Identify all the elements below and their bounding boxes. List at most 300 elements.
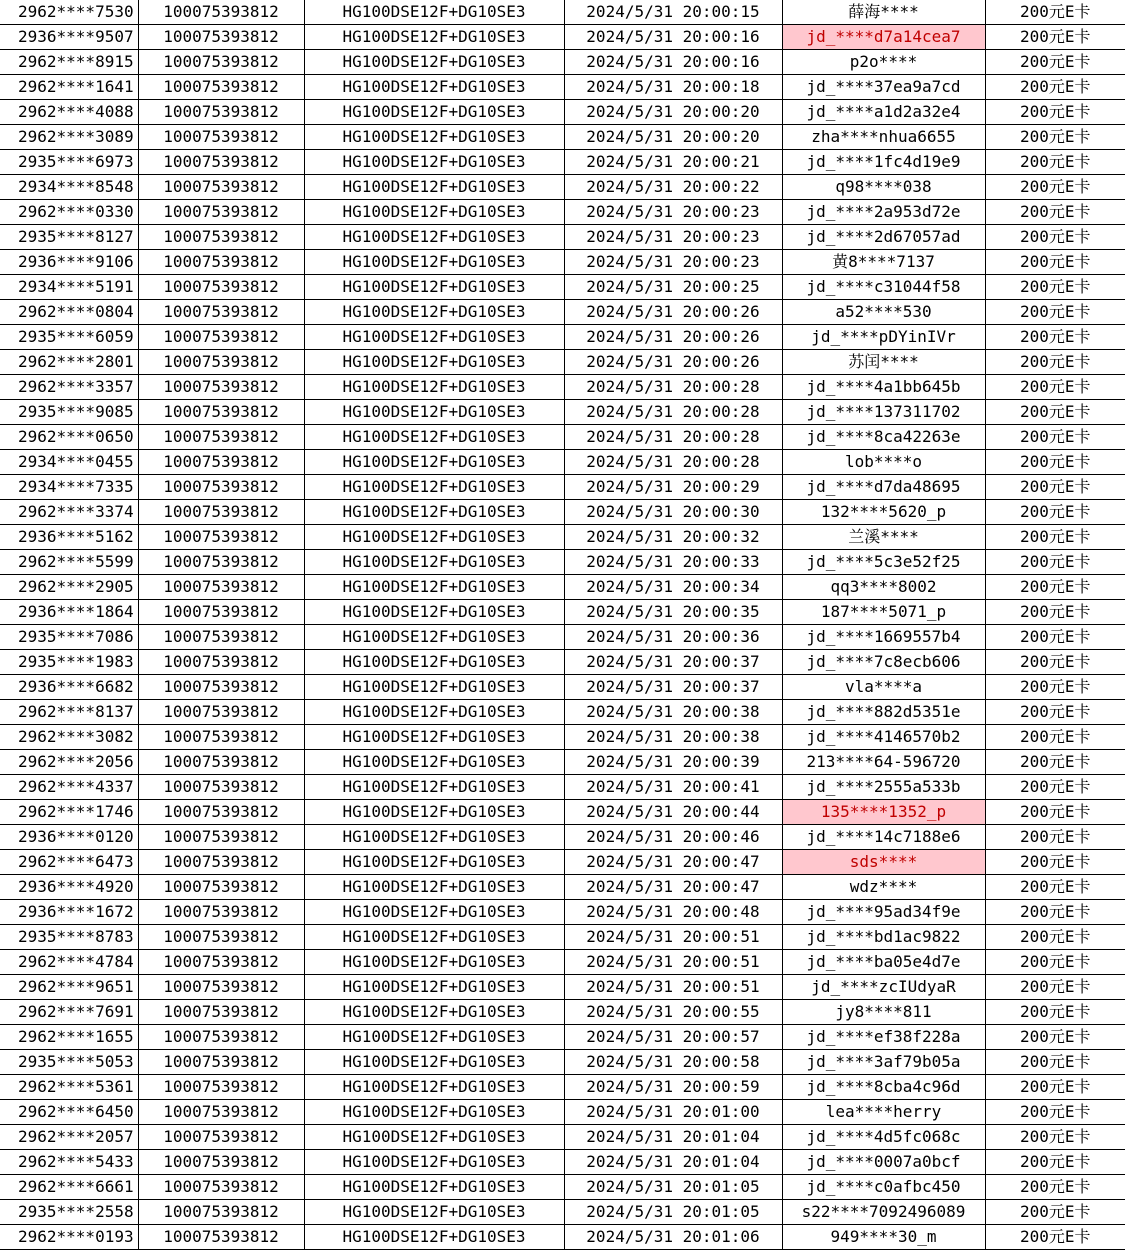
sku-cell: 100075393812 [138,700,304,725]
sku-cell: 100075393812 [138,400,304,425]
sku-cell: 100075393812 [138,600,304,625]
order-id-cell: 2962****5361 [0,1075,138,1100]
prize-cell: 200元E卡 [985,350,1125,375]
sku-cell: 100075393812 [138,300,304,325]
table-row [0,850,1125,875]
user-cell: a52****530 [782,300,985,325]
time-cell: 2024/5/31 20:00:48 [564,900,782,925]
user-cell: 187****5071_p [782,600,985,625]
model-cell: HG100DSE12F+DG10SE3 [304,775,564,800]
time-cell: 2024/5/31 20:01:05 [564,1175,782,1200]
prize-cell: 200元E卡 [985,1175,1125,1200]
order-id-cell: 2962****5599 [0,550,138,575]
table-row [0,300,1125,325]
user-cell: jd_****4a1bb645b [782,375,985,400]
prize-cell: 200元E卡 [985,225,1125,250]
time-cell: 2024/5/31 20:00:46 [564,825,782,850]
order-id-cell: 2962****3357 [0,375,138,400]
table-row [0,425,1125,450]
time-cell: 2024/5/31 20:01:04 [564,1150,782,1175]
order-id-cell: 2962****7530 [0,0,138,25]
table-row [0,925,1125,950]
model-cell: HG100DSE12F+DG10SE3 [304,575,564,600]
order-id-cell: 2935****2558 [0,1200,138,1225]
sku-cell: 100075393812 [138,200,304,225]
time-cell: 2024/5/31 20:00:20 [564,125,782,150]
table-row [0,750,1125,775]
sku-cell: 100075393812 [138,25,304,50]
sku-cell: 100075393812 [138,250,304,275]
user-cell: jd_****8cba4c96d [782,1075,985,1100]
prize-cell: 200元E卡 [985,600,1125,625]
sku-cell: 100075393812 [138,550,304,575]
prize-cell: 200元E卡 [985,100,1125,125]
order-id-cell: 2962****4088 [0,100,138,125]
order-id-cell: 2934****5191 [0,275,138,300]
time-cell: 2024/5/31 20:00:20 [564,100,782,125]
user-cell: 949****30_m [782,1225,985,1250]
sku-cell: 100075393812 [138,175,304,200]
user-cell: 黄8****7137 [782,250,985,275]
table-row [0,175,1125,200]
model-cell: HG100DSE12F+DG10SE3 [304,1125,564,1150]
user-cell: zha****nhua6655 [782,125,985,150]
model-cell: HG100DSE12F+DG10SE3 [304,1050,564,1075]
user-cell: jd_****37ea9a7cd [782,75,985,100]
table-row [0,1000,1125,1025]
table-row [0,825,1125,850]
table-row [0,575,1125,600]
sku-cell: 100075393812 [138,1225,304,1250]
model-cell: HG100DSE12F+DG10SE3 [304,825,564,850]
user-cell: jd_****14c7188e6 [782,825,985,850]
order-id-cell: 2962****3089 [0,125,138,150]
model-cell: HG100DSE12F+DG10SE3 [304,150,564,175]
order-id-cell: 2936****9507 [0,25,138,50]
order-id-cell: 2936****0120 [0,825,138,850]
time-cell: 2024/5/31 20:00:58 [564,1050,782,1075]
sku-cell: 100075393812 [138,875,304,900]
time-cell: 2024/5/31 20:00:44 [564,800,782,825]
prize-cell: 200元E卡 [985,425,1125,450]
table-row [0,0,1125,25]
order-id-cell: 2962****2057 [0,1125,138,1150]
model-cell: HG100DSE12F+DG10SE3 [304,850,564,875]
prize-cell: 200元E卡 [985,525,1125,550]
model-cell: HG100DSE12F+DG10SE3 [304,450,564,475]
prize-cell: 200元E卡 [985,750,1125,775]
order-id-cell: 2962****2905 [0,575,138,600]
model-cell: HG100DSE12F+DG10SE3 [304,275,564,300]
time-cell: 2024/5/31 20:01:05 [564,1200,782,1225]
sku-cell: 100075393812 [138,475,304,500]
time-cell: 2024/5/31 20:00:51 [564,975,782,1000]
user-cell: jy8****811 [782,1000,985,1025]
table-row [0,800,1125,825]
sku-cell: 100075393812 [138,800,304,825]
user-cell: jd_****c0afbc450 [782,1175,985,1200]
time-cell: 2024/5/31 20:00:36 [564,625,782,650]
table-row [0,675,1125,700]
prize-cell: 200元E卡 [985,975,1125,1000]
order-id-cell: 2962****1641 [0,75,138,100]
user-cell: jd_****2555a533b [782,775,985,800]
user-cell: 苏闰**** [782,350,985,375]
model-cell: HG100DSE12F+DG10SE3 [304,675,564,700]
prize-cell: 200元E卡 [985,1125,1125,1150]
sku-cell: 100075393812 [138,425,304,450]
user-cell: lob****o [782,450,985,475]
model-cell: HG100DSE12F+DG10SE3 [304,1075,564,1100]
user-cell: jd_****7c8ecb606 [782,650,985,675]
user-cell: jd_****ba05e4d7e [782,950,985,975]
prize-cell: 200元E卡 [985,1025,1125,1050]
sku-cell: 100075393812 [138,275,304,300]
sku-cell: 100075393812 [138,750,304,775]
prize-cell: 200元E卡 [985,1150,1125,1175]
sku-cell: 100075393812 [138,900,304,925]
table-row [0,25,1125,50]
model-cell: HG100DSE12F+DG10SE3 [304,550,564,575]
model-cell: HG100DSE12F+DG10SE3 [304,1100,564,1125]
prize-cell: 200元E卡 [985,850,1125,875]
order-id-cell: 2935****6059 [0,325,138,350]
model-cell: HG100DSE12F+DG10SE3 [304,875,564,900]
prize-cell: 200元E卡 [985,800,1125,825]
model-cell: HG100DSE12F+DG10SE3 [304,25,564,50]
user-cell: jd_****pDYinIVr [782,325,985,350]
table-row [0,600,1125,625]
order-id-cell: 2936****9106 [0,250,138,275]
table-row [0,450,1125,475]
table-row [0,250,1125,275]
model-cell: HG100DSE12F+DG10SE3 [304,375,564,400]
user-cell: jd_****137311702 [782,400,985,425]
model-cell: HG100DSE12F+DG10SE3 [304,975,564,1000]
model-cell: HG100DSE12F+DG10SE3 [304,0,564,25]
user-cell: s22****7092496089 [782,1200,985,1225]
user-cell: jd_****0007a0bcf [782,1150,985,1175]
order-id-cell: 2936****1864 [0,600,138,625]
prize-cell: 200元E卡 [985,175,1125,200]
order-id-cell: 2962****8915 [0,50,138,75]
order-id-cell: 2934****7335 [0,475,138,500]
prize-cell: 200元E卡 [985,50,1125,75]
sku-cell: 100075393812 [138,1025,304,1050]
user-cell: jd_****882d5351e [782,700,985,725]
order-id-cell: 2962****0193 [0,1225,138,1250]
user-cell: jd_****8ca42263e [782,425,985,450]
model-cell: HG100DSE12F+DG10SE3 [304,225,564,250]
user-cell: jd_****a1d2a32e4 [782,100,985,125]
time-cell: 2024/5/31 20:00:22 [564,175,782,200]
table-row [0,900,1125,925]
sku-cell: 100075393812 [138,350,304,375]
time-cell: 2024/5/31 20:00:38 [564,700,782,725]
prize-cell: 200元E卡 [985,400,1125,425]
model-cell: HG100DSE12F+DG10SE3 [304,925,564,950]
order-id-cell: 2962****5433 [0,1150,138,1175]
order-id-cell: 2935****8783 [0,925,138,950]
model-cell: HG100DSE12F+DG10SE3 [304,750,564,775]
user-cell: sds**** [782,850,985,875]
table-row [0,275,1125,300]
prize-cell: 200元E卡 [985,450,1125,475]
sku-cell: 100075393812 [138,500,304,525]
sku-cell: 100075393812 [138,100,304,125]
sku-cell: 100075393812 [138,325,304,350]
order-id-cell: 2962****2801 [0,350,138,375]
table-row [0,950,1125,975]
model-cell: HG100DSE12F+DG10SE3 [304,250,564,275]
model-cell: HG100DSE12F+DG10SE3 [304,100,564,125]
table-row [0,775,1125,800]
prize-cell: 200元E卡 [985,1225,1125,1250]
model-cell: HG100DSE12F+DG10SE3 [304,50,564,75]
model-cell: HG100DSE12F+DG10SE3 [304,525,564,550]
order-id-cell: 2935****6973 [0,150,138,175]
model-cell: HG100DSE12F+DG10SE3 [304,1150,564,1175]
prize-cell: 200元E卡 [985,575,1125,600]
order-id-cell: 2935****8127 [0,225,138,250]
time-cell: 2024/5/31 20:00:32 [564,525,782,550]
user-cell: jd_****3af79b05a [782,1050,985,1075]
prize-cell: 200元E卡 [985,675,1125,700]
sku-cell: 100075393812 [138,150,304,175]
sku-cell: 100075393812 [138,925,304,950]
model-cell: HG100DSE12F+DG10SE3 [304,725,564,750]
sku-cell: 100075393812 [138,375,304,400]
model-cell: HG100DSE12F+DG10SE3 [304,650,564,675]
model-cell: HG100DSE12F+DG10SE3 [304,900,564,925]
time-cell: 2024/5/31 20:00:57 [564,1025,782,1050]
model-cell: HG100DSE12F+DG10SE3 [304,125,564,150]
model-cell: HG100DSE12F+DG10SE3 [304,475,564,500]
sku-cell: 100075393812 [138,1075,304,1100]
sku-cell: 100075393812 [138,625,304,650]
time-cell: 2024/5/31 20:00:26 [564,350,782,375]
model-cell: HG100DSE12F+DG10SE3 [304,1175,564,1200]
prize-cell: 200元E卡 [985,550,1125,575]
order-id-cell: 2962****6450 [0,1100,138,1125]
model-cell: HG100DSE12F+DG10SE3 [304,425,564,450]
sku-cell: 100075393812 [138,575,304,600]
order-id-cell: 2962****0804 [0,300,138,325]
user-cell: jd_****5c3e52f25 [782,550,985,575]
user-cell: jd_****2a953d72e [782,200,985,225]
table-row [0,1175,1125,1200]
time-cell: 2024/5/31 20:00:28 [564,400,782,425]
user-cell: 薛海**** [782,0,985,25]
model-cell: HG100DSE12F+DG10SE3 [304,1225,564,1250]
sku-cell: 100075393812 [138,775,304,800]
order-id-cell: 2962****2056 [0,750,138,775]
user-cell: jd_****1fc4d19e9 [782,150,985,175]
user-cell: vla****a [782,675,985,700]
sku-cell: 100075393812 [138,850,304,875]
table-row [0,525,1125,550]
table-row [0,225,1125,250]
sku-cell: 100075393812 [138,1100,304,1125]
sku-cell: 100075393812 [138,950,304,975]
time-cell: 2024/5/31 20:00:18 [564,75,782,100]
user-cell: jd_****d7da48695 [782,475,985,500]
user-cell: jd_****2d67057ad [782,225,985,250]
table-row [0,325,1125,350]
user-cell: jd_****zcIUdyaR [782,975,985,1000]
prize-cell: 200元E卡 [985,250,1125,275]
user-cell: jd_****c31044f58 [782,275,985,300]
time-cell: 2024/5/31 20:00:28 [564,450,782,475]
time-cell: 2024/5/31 20:00:38 [564,725,782,750]
order-id-cell: 2962****4784 [0,950,138,975]
user-cell: lea****herry [782,1100,985,1125]
prize-cell: 200元E卡 [985,1100,1125,1125]
prize-cell: 200元E卡 [985,0,1125,25]
time-cell: 2024/5/31 20:00:30 [564,500,782,525]
time-cell: 2024/5/31 20:00:23 [564,200,782,225]
sku-cell: 100075393812 [138,650,304,675]
time-cell: 2024/5/31 20:00:33 [564,550,782,575]
sku-cell: 100075393812 [138,450,304,475]
sku-cell: 100075393812 [138,975,304,1000]
table-row [0,1025,1125,1050]
time-cell: 2024/5/31 20:00:25 [564,275,782,300]
model-cell: HG100DSE12F+DG10SE3 [304,800,564,825]
table-row [0,75,1125,100]
time-cell: 2024/5/31 20:00:21 [564,150,782,175]
table-row [0,725,1125,750]
time-cell: 2024/5/31 20:00:34 [564,575,782,600]
sku-cell: 100075393812 [138,1000,304,1025]
model-cell: HG100DSE12F+DG10SE3 [304,300,564,325]
user-cell: 兰溪**** [782,525,985,550]
prize-cell: 200元E卡 [985,925,1125,950]
prize-cell: 200元E卡 [985,1200,1125,1225]
time-cell: 2024/5/31 20:00:37 [564,650,782,675]
order-id-cell: 2934****0455 [0,450,138,475]
table-row [0,500,1125,525]
user-cell: jd_****d7a14cea7 [782,25,985,50]
table-row [0,1225,1125,1250]
model-cell: HG100DSE12F+DG10SE3 [304,625,564,650]
prize-cell: 200元E卡 [985,500,1125,525]
prize-cell: 200元E卡 [985,300,1125,325]
order-id-cell: 2936****4920 [0,875,138,900]
time-cell: 2024/5/31 20:00:47 [564,875,782,900]
time-cell: 2024/5/31 20:01:06 [564,1225,782,1250]
user-cell: wdz**** [782,875,985,900]
time-cell: 2024/5/31 20:00:41 [564,775,782,800]
table-row [0,350,1125,375]
sku-cell: 100075393812 [138,0,304,25]
prize-cell: 200元E卡 [985,875,1125,900]
time-cell: 2024/5/31 20:00:29 [564,475,782,500]
order-id-cell: 2962****9651 [0,975,138,1000]
sku-cell: 100075393812 [138,825,304,850]
sku-cell: 100075393812 [138,225,304,250]
user-cell: qq3****8002 [782,575,985,600]
sku-cell: 100075393812 [138,1200,304,1225]
order-id-cell: 2934****8548 [0,175,138,200]
user-cell: jd_****4d5fc068c [782,1125,985,1150]
table-row [0,975,1125,1000]
order-id-cell: 2935****1983 [0,650,138,675]
sku-cell: 100075393812 [138,50,304,75]
sku-cell: 100075393812 [138,1175,304,1200]
user-cell: jd_****ef38f228a [782,1025,985,1050]
table-row [0,400,1125,425]
sku-cell: 100075393812 [138,125,304,150]
order-id-cell: 2962****6661 [0,1175,138,1200]
prize-cell: 200元E卡 [985,725,1125,750]
order-id-cell: 2962****1746 [0,800,138,825]
table-row [0,50,1125,75]
model-cell: HG100DSE12F+DG10SE3 [304,950,564,975]
order-id-cell: 2936****1672 [0,900,138,925]
time-cell: 2024/5/31 20:00:51 [564,925,782,950]
time-cell: 2024/5/31 20:00:37 [564,675,782,700]
time-cell: 2024/5/31 20:00:39 [564,750,782,775]
order-id-cell: 2962****8137 [0,700,138,725]
table-row [0,700,1125,725]
order-id-cell: 2962****3374 [0,500,138,525]
order-id-cell: 2962****7691 [0,1000,138,1025]
prize-cell: 200元E卡 [985,700,1125,725]
user-cell: jd_****95ad34f9e [782,900,985,925]
table-row [0,200,1125,225]
time-cell: 2024/5/31 20:00:23 [564,225,782,250]
time-cell: 2024/5/31 20:00:35 [564,600,782,625]
table-row [0,125,1125,150]
model-cell: HG100DSE12F+DG10SE3 [304,500,564,525]
time-cell: 2024/5/31 20:01:04 [564,1125,782,1150]
user-cell: 135****1352_p [782,800,985,825]
table-row [0,1200,1125,1225]
prize-cell: 200元E卡 [985,125,1125,150]
prize-cell: 200元E卡 [985,900,1125,925]
table-row [0,1075,1125,1100]
user-cell: 213****64-596720 [782,750,985,775]
table-row [0,1100,1125,1125]
time-cell: 2024/5/31 20:00:59 [564,1075,782,1100]
user-cell: jd_****bd1ac9822 [782,925,985,950]
table-row [0,650,1125,675]
time-cell: 2024/5/31 20:01:00 [564,1100,782,1125]
prize-cell: 200元E卡 [985,275,1125,300]
prize-cell: 200元E卡 [985,475,1125,500]
prize-cell: 200元E卡 [985,1050,1125,1075]
prize-cell: 200元E卡 [985,150,1125,175]
table-row [0,1050,1125,1075]
prize-cell: 200元E卡 [985,825,1125,850]
model-cell: HG100DSE12F+DG10SE3 [304,200,564,225]
table-row [0,625,1125,650]
prize-cell: 200元E卡 [985,950,1125,975]
time-cell: 2024/5/31 20:00:23 [564,250,782,275]
model-cell: HG100DSE12F+DG10SE3 [304,1025,564,1050]
prize-cell: 200元E卡 [985,25,1125,50]
time-cell: 2024/5/31 20:00:51 [564,950,782,975]
table-row [0,875,1125,900]
table-row [0,1150,1125,1175]
prize-cell: 200元E卡 [985,75,1125,100]
time-cell: 2024/5/31 20:00:16 [564,50,782,75]
sku-cell: 100075393812 [138,1150,304,1175]
prize-cell: 200元E卡 [985,775,1125,800]
time-cell: 2024/5/31 20:00:16 [564,25,782,50]
prize-cell: 200元E卡 [985,650,1125,675]
